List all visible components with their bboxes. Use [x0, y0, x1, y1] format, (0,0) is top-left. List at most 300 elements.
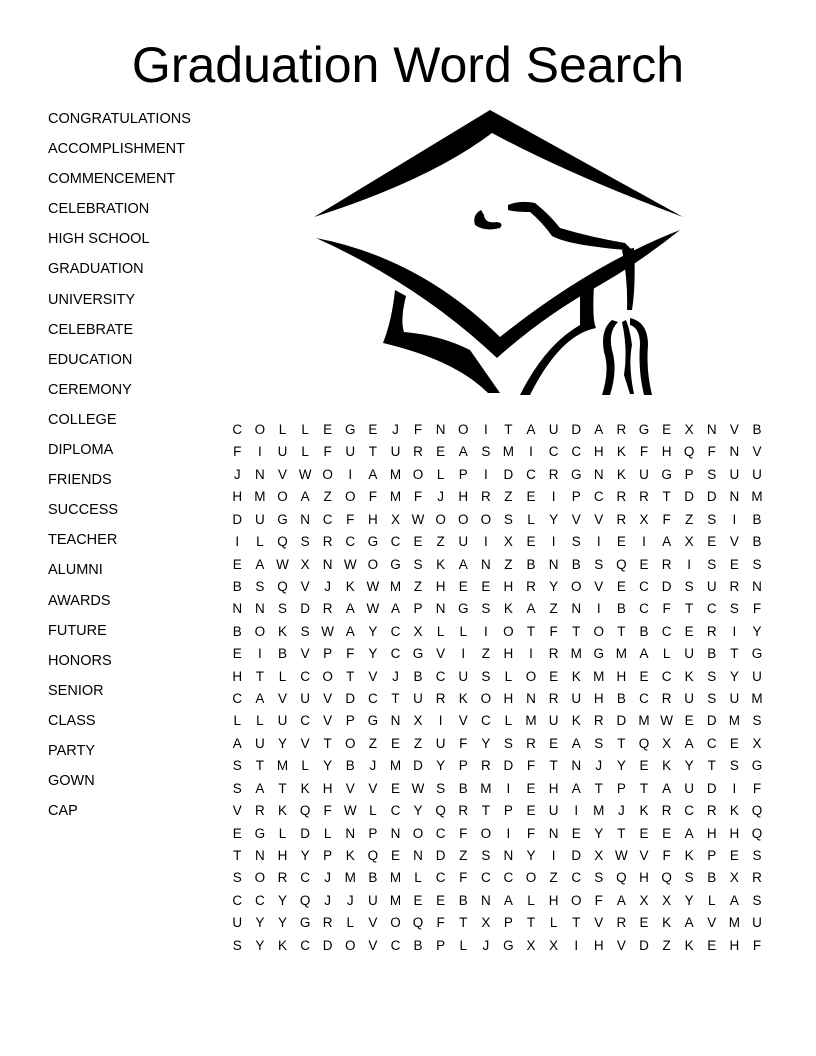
- grid-letter: D: [435, 848, 446, 864]
- grid-letter: E: [413, 534, 423, 550]
- grid-letter: K: [345, 578, 355, 594]
- grid-letter: S: [729, 758, 739, 774]
- grid-letter: E: [639, 556, 649, 572]
- grid-letter: R: [548, 466, 559, 482]
- grid-letter: B: [368, 870, 378, 886]
- grid-letter: B: [639, 623, 649, 639]
- grid-letter: O: [345, 489, 356, 505]
- grid-letter: T: [685, 601, 694, 617]
- grid-letter: O: [322, 668, 333, 684]
- grid-letter: A: [684, 735, 694, 751]
- grid-row: [226, 621, 768, 643]
- grid-letter: L: [369, 803, 377, 819]
- grid-letter: E: [571, 825, 581, 841]
- grid-letter: Y: [413, 803, 423, 819]
- grid-letter: P: [323, 646, 333, 662]
- grid-letter: E: [526, 489, 536, 505]
- grid-letter: Q: [277, 534, 288, 550]
- grid-letter: V: [594, 578, 604, 594]
- grid-letter: V: [729, 534, 739, 550]
- grid-letter: W: [366, 578, 380, 594]
- grid-letter: M: [638, 713, 650, 729]
- grid-letter: R: [616, 489, 627, 505]
- grid-letter: B: [232, 578, 242, 594]
- grid-letter: X: [662, 892, 672, 908]
- grid-letter: C: [480, 870, 491, 886]
- grid-letter: N: [752, 578, 762, 594]
- grid-letter: U: [752, 668, 762, 684]
- grid-letter: V: [594, 511, 604, 527]
- grid-letter: O: [390, 915, 401, 931]
- grid-letter: H: [322, 780, 333, 796]
- grid-letter: I: [483, 623, 488, 639]
- grid-letter: A: [458, 556, 468, 572]
- grid-letter: C: [345, 534, 356, 550]
- grid-letter: H: [503, 646, 514, 662]
- grid-letter: R: [480, 758, 491, 774]
- grid-letter: A: [300, 489, 310, 505]
- grid-letter: V: [232, 803, 242, 819]
- grid-letter: A: [345, 623, 355, 639]
- grid-letter: T: [572, 623, 581, 639]
- grid-letter: V: [345, 780, 355, 796]
- grid-letter: T: [323, 735, 332, 751]
- grid-letter: S: [729, 601, 739, 617]
- grid-letter: S: [594, 735, 604, 751]
- grid-letter: L: [278, 422, 287, 437]
- grid-letter: M: [254, 489, 266, 505]
- grid-letter: R: [661, 803, 672, 819]
- grid-letter: L: [256, 534, 264, 550]
- grid-letter: S: [277, 601, 287, 617]
- grid-letter: T: [504, 422, 513, 437]
- grid-letter: F: [662, 511, 671, 527]
- grid-letter: X: [729, 870, 739, 886]
- graduation-cap-icon: [0, 0, 816, 420]
- grid-letter: I: [642, 534, 646, 550]
- grid-letter: V: [639, 848, 649, 864]
- grid-letter: R: [322, 534, 333, 550]
- grid-letter: K: [571, 668, 581, 684]
- grid-letter: S: [707, 511, 717, 527]
- grid-letter: Y: [549, 578, 559, 594]
- grid-letter: O: [277, 489, 288, 505]
- grid-letter: F: [459, 825, 468, 841]
- grid-letter: B: [707, 646, 717, 662]
- grid-letter: C: [435, 668, 446, 684]
- word-list-item: CONGRATULATIONS: [48, 111, 191, 127]
- grid-letter: O: [254, 623, 266, 639]
- grid-letter: D: [684, 489, 695, 505]
- grid-letter: C: [639, 691, 649, 707]
- grid-letter: E: [729, 556, 739, 572]
- grid-letter: T: [255, 668, 265, 684]
- grid-letter: D: [571, 848, 582, 864]
- grid-letter: Q: [412, 915, 424, 931]
- grid-letter: P: [503, 915, 513, 931]
- grid-letter: Y: [616, 758, 626, 774]
- grid-letter: Q: [435, 803, 446, 819]
- grid-letter: R: [458, 803, 469, 819]
- grid-letter: D: [503, 466, 514, 482]
- grid-letter: I: [687, 556, 692, 572]
- grid-letter: M: [389, 466, 402, 482]
- grid-letter: E: [232, 556, 242, 572]
- grid-letter: X: [481, 915, 491, 931]
- grid-letter: V: [368, 668, 378, 684]
- grid-letter: S: [684, 870, 694, 886]
- grid-letter: E: [639, 668, 649, 684]
- grid-letter: P: [458, 466, 468, 482]
- grid-letter: N: [390, 825, 401, 841]
- grid-letter: U: [729, 466, 740, 482]
- grid-letter: C: [435, 870, 446, 886]
- grid-letter: N: [571, 601, 582, 617]
- grid-letter: E: [413, 892, 423, 908]
- grid-letter: S: [481, 848, 491, 864]
- grid-letter: K: [300, 780, 310, 796]
- grid-letter: O: [322, 466, 333, 482]
- grid-letter: C: [390, 623, 401, 639]
- grid-letter: X: [639, 511, 649, 527]
- grid-letter: I: [258, 444, 262, 460]
- grid-letter: F: [752, 601, 762, 617]
- grid-row: [226, 464, 768, 486]
- grid-letter: U: [752, 915, 762, 931]
- grid-letter: M: [615, 646, 628, 662]
- grid-letter: L: [459, 937, 467, 953]
- grid-letter: A: [616, 892, 626, 908]
- grid-letter: U: [255, 511, 265, 527]
- grid-letter: M: [525, 713, 537, 729]
- grid-letter: F: [549, 623, 558, 639]
- word-list-item: CLASS: [48, 712, 96, 729]
- grid-letter: F: [323, 803, 332, 819]
- grid-letter: X: [413, 623, 423, 639]
- grid-row: [226, 554, 768, 576]
- grid-letter: V: [458, 713, 468, 729]
- grid-letter: J: [392, 668, 399, 684]
- grid-letter: T: [368, 444, 377, 460]
- grid-letter: X: [503, 534, 513, 550]
- grid-letter: U: [684, 691, 695, 707]
- grid-letter: C: [232, 892, 243, 908]
- grid-letter: N: [526, 691, 536, 707]
- grid-row: [226, 912, 768, 934]
- grid-letter: N: [255, 466, 265, 482]
- word-list-item: EDUCATION: [48, 351, 133, 368]
- grid-letter: M: [728, 915, 740, 931]
- grid-letter: G: [299, 915, 311, 931]
- grid-letter: C: [300, 937, 310, 953]
- grid-letter: A: [390, 601, 400, 617]
- grid-letter: C: [232, 691, 243, 707]
- grid-letter: J: [392, 422, 399, 437]
- grid-letter: J: [369, 758, 377, 774]
- grid-letter: I: [551, 489, 556, 505]
- grid-letter: E: [639, 915, 649, 931]
- grid-letter: K: [458, 691, 468, 707]
- grid-letter: I: [551, 534, 556, 550]
- grid-letter: Y: [255, 915, 265, 931]
- grid-letter: E: [390, 780, 400, 796]
- grid-letter: L: [549, 915, 558, 931]
- grid-letter: H: [435, 578, 446, 594]
- grid-letter: O: [345, 735, 356, 751]
- grid-letter: Q: [367, 848, 379, 864]
- grid-letter: N: [435, 601, 446, 617]
- grid-letter: C: [661, 668, 672, 684]
- grid-letter: D: [706, 713, 717, 729]
- grid-letter: O: [525, 668, 537, 684]
- grid-letter: X: [594, 848, 604, 864]
- grid-letter: A: [255, 691, 265, 707]
- grid-letter: R: [661, 691, 672, 707]
- grid-letter: V: [436, 646, 446, 662]
- grid-letter: S: [413, 556, 423, 572]
- grid-letter: B: [752, 511, 762, 527]
- grid-letter: J: [618, 803, 625, 819]
- grid-letter: V: [277, 466, 287, 482]
- grid-letter: Z: [436, 534, 445, 550]
- grid-letter: H: [639, 870, 649, 886]
- grid-letter: W: [660, 713, 673, 729]
- grid-letter: T: [617, 825, 626, 841]
- grid-letter: G: [457, 601, 469, 617]
- grid-letter: V: [368, 915, 378, 931]
- grid-row: [226, 778, 768, 800]
- grid-letter: U: [684, 646, 695, 662]
- grid-letter: R: [548, 691, 559, 707]
- grid-letter: T: [233, 848, 242, 864]
- grid-letter: D: [571, 422, 582, 437]
- grid-letter: I: [732, 623, 737, 639]
- grid-letter: Y: [368, 623, 378, 639]
- word-list-item: TEACHER: [48, 532, 118, 549]
- grid-letter: C: [593, 489, 604, 505]
- word-list-item: GOWN: [48, 773, 95, 790]
- grid-letter: M: [751, 691, 763, 707]
- grid-letter: I: [596, 601, 601, 617]
- grid-letter: Q: [683, 444, 695, 460]
- grid-letter: P: [323, 848, 333, 864]
- grid-letter: B: [458, 780, 468, 796]
- grid-row: [226, 710, 768, 732]
- grid-letter: N: [232, 601, 243, 617]
- grid-letter: I: [506, 825, 511, 841]
- grid-letter: E: [639, 825, 649, 841]
- grid-letter: F: [639, 444, 649, 460]
- word-list-item: CAP: [48, 803, 78, 820]
- grid-letter: X: [639, 892, 649, 908]
- grid-letter: T: [572, 915, 581, 931]
- grid-letter: Z: [549, 601, 558, 617]
- grid-letter: S: [300, 534, 310, 550]
- word-list-item: ALUMNI: [48, 562, 103, 579]
- grid-letter: X: [684, 534, 694, 550]
- grid-letter: N: [480, 556, 491, 572]
- grid-letter: F: [233, 444, 242, 460]
- grid-letter: T: [639, 780, 649, 796]
- grid-letter: J: [324, 578, 332, 594]
- grid-letter: H: [616, 668, 627, 684]
- grid-letter: R: [752, 870, 762, 886]
- grid-letter: R: [616, 422, 627, 437]
- grid-letter: R: [277, 870, 288, 886]
- grid-letter: V: [368, 937, 378, 953]
- grid-letter: H: [503, 691, 514, 707]
- grid-letter: B: [413, 937, 423, 953]
- grid-letter: L: [504, 668, 513, 684]
- grid-row: [226, 845, 768, 867]
- grid-letter: H: [593, 444, 604, 460]
- grid-letter: I: [483, 534, 488, 550]
- grid-letter: E: [323, 422, 333, 437]
- grid-letter: J: [324, 892, 332, 908]
- word-list-item: CELEBRATE: [48, 321, 134, 338]
- grid-letter: A: [458, 444, 468, 460]
- grid-letter: T: [391, 691, 400, 707]
- grid-letter: Z: [685, 511, 694, 527]
- grid-letter: E: [390, 848, 400, 864]
- grid-letter: O: [480, 825, 492, 841]
- grid-letter: Z: [459, 848, 468, 864]
- grid-letter: A: [662, 780, 672, 796]
- grid-letter: I: [732, 780, 737, 796]
- grid-letter: B: [526, 556, 536, 572]
- grid-row: [226, 598, 768, 620]
- grid-letter: E: [707, 937, 717, 953]
- grid-letter: R: [413, 444, 423, 460]
- grid-letter: I: [506, 780, 511, 796]
- grid-letter: V: [594, 915, 604, 931]
- grid-letter: Q: [616, 870, 627, 886]
- grid-letter: S: [684, 578, 694, 594]
- grid-letter: N: [706, 422, 717, 437]
- grid-letter: C: [255, 892, 265, 908]
- word-list-item: FRIENDS: [48, 472, 112, 489]
- grid-letter: P: [707, 848, 717, 864]
- grid-letter: N: [255, 601, 265, 617]
- grid-letter: S: [752, 892, 762, 908]
- grid-letter: Y: [300, 848, 310, 864]
- grid-letter: W: [411, 780, 425, 796]
- grid-letter: L: [278, 825, 287, 841]
- grid-letter: V: [300, 646, 310, 662]
- grid-letter: F: [413, 489, 423, 505]
- grid-letter: L: [662, 646, 671, 662]
- grid-letter: H: [593, 691, 604, 707]
- grid-row: [226, 890, 768, 912]
- grid-letter: N: [322, 556, 333, 572]
- grid-letter: F: [752, 780, 762, 796]
- grid-letter: T: [707, 758, 716, 774]
- grid-letter: I: [529, 646, 533, 662]
- grid-letter: N: [548, 556, 559, 572]
- grid-letter: B: [277, 646, 287, 662]
- grid-letter: C: [390, 534, 401, 550]
- grid-letter: E: [662, 422, 672, 437]
- grid-letter: C: [526, 466, 536, 482]
- grid-letter: J: [324, 870, 332, 886]
- grid-letter: U: [548, 803, 559, 819]
- grid-letter: Q: [751, 803, 763, 819]
- grid-letter: S: [707, 691, 717, 707]
- grid-letter: T: [481, 803, 490, 819]
- grid-letter: R: [593, 713, 604, 729]
- grid-letter: S: [481, 668, 491, 684]
- grid-letter: J: [346, 892, 354, 908]
- grid-letter: K: [277, 803, 287, 819]
- grid-letter: K: [616, 444, 626, 460]
- grid-letter: B: [345, 758, 355, 774]
- grid-letter: F: [752, 937, 762, 953]
- grid-letter: W: [366, 601, 380, 617]
- grid-letter: H: [458, 489, 469, 505]
- word-list-item: CEREMONY: [48, 381, 132, 398]
- grid-letter: U: [706, 578, 717, 594]
- grid-letter: S: [571, 534, 581, 550]
- grid-letter: V: [300, 735, 310, 751]
- grid-letter: F: [346, 511, 355, 527]
- grid-letter: P: [571, 489, 581, 505]
- grid-letter: C: [300, 870, 310, 886]
- grid-letter: H: [232, 489, 243, 505]
- grid-letter: W: [321, 623, 335, 639]
- grid-letter: M: [389, 870, 402, 886]
- grid-letter: U: [232, 915, 243, 931]
- grid-letter: B: [458, 892, 468, 908]
- grid-letter: Y: [255, 937, 265, 953]
- grid-letter: C: [390, 937, 401, 953]
- grid-letter: V: [323, 691, 333, 707]
- grid-letter: V: [368, 780, 378, 796]
- word-list-item: AWARDS: [48, 592, 111, 609]
- grid-letter: O: [345, 937, 356, 953]
- grid-letter: A: [684, 825, 694, 841]
- grid-letter: O: [254, 870, 266, 886]
- grid-letter: L: [459, 623, 467, 639]
- grid-letter: H: [729, 825, 740, 841]
- grid-letter: G: [570, 466, 582, 482]
- grid-letter: C: [661, 623, 672, 639]
- grid-letter: C: [300, 668, 310, 684]
- grid-letter: S: [503, 511, 513, 527]
- grid-letter: H: [503, 578, 514, 594]
- grid-letter: R: [526, 578, 536, 594]
- grid-letter: C: [435, 825, 446, 841]
- grid-letter: O: [412, 466, 424, 482]
- grid-letter: S: [752, 848, 762, 864]
- grid-letter: N: [548, 825, 559, 841]
- grid-letter: P: [368, 825, 378, 841]
- grid-letter: X: [684, 422, 694, 437]
- grid-letter: C: [480, 713, 491, 729]
- grid-letter: S: [232, 780, 242, 796]
- grid-letter: A: [232, 735, 242, 751]
- grid-letter: S: [232, 758, 242, 774]
- grid-letter: U: [300, 691, 310, 707]
- grid-letter: O: [435, 511, 446, 527]
- grid-row: [226, 755, 768, 777]
- grid-letter: V: [616, 937, 626, 953]
- grid-letter: T: [278, 780, 287, 796]
- grid-letter: X: [549, 937, 559, 953]
- grid-letter: F: [526, 825, 536, 841]
- grid-letter: W: [615, 848, 628, 864]
- grid-letter: P: [436, 937, 446, 953]
- grid-letter: Q: [299, 892, 311, 908]
